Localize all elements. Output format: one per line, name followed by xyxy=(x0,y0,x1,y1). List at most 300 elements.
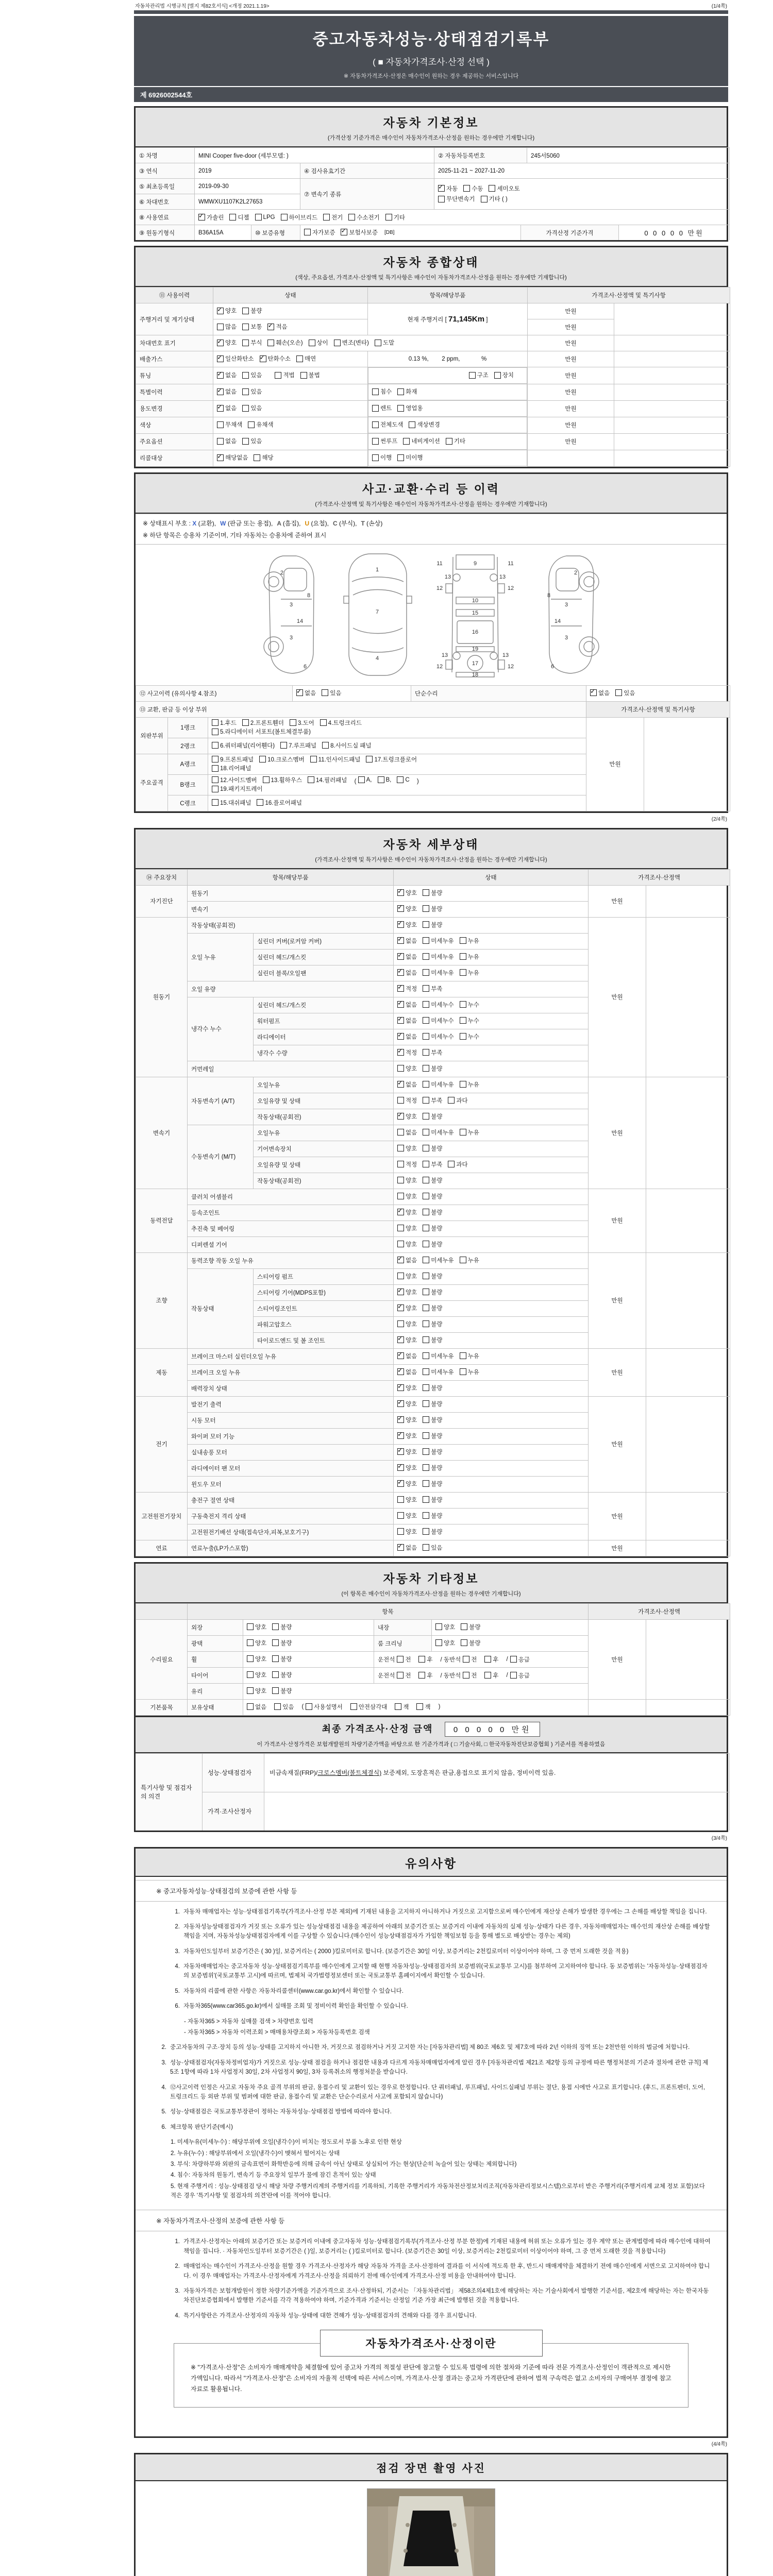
checkbox-option[interactable] xyxy=(322,689,341,697)
checkbox-unchecked[interactable] xyxy=(320,719,327,726)
checkbox-option[interactable] xyxy=(247,1655,266,1663)
checkbox-unchecked[interactable] xyxy=(397,1193,404,1199)
checkbox-unchecked[interactable] xyxy=(397,1129,404,1136)
checkbox-option[interactable] xyxy=(460,1001,479,1009)
checkbox-option[interactable] xyxy=(397,1001,417,1009)
checkbox-option[interactable] xyxy=(397,1160,417,1168)
checkbox-option[interactable] xyxy=(217,453,248,462)
checkbox-unchecked[interactable] xyxy=(280,742,287,749)
checkbox-unchecked[interactable] xyxy=(247,1703,254,1710)
checkbox-option[interactable] xyxy=(489,184,519,193)
checkbox-option[interactable] xyxy=(460,1032,479,1041)
checkbox-option[interactable] xyxy=(304,228,335,236)
checkbox-unchecked[interactable] xyxy=(463,1672,469,1679)
checkbox-checked[interactable] xyxy=(217,372,224,379)
checkbox-option[interactable] xyxy=(217,338,237,347)
checkbox-option[interactable] xyxy=(448,1096,467,1105)
checkbox-unchecked[interactable] xyxy=(397,1161,404,1167)
checkbox-unchecked[interactable] xyxy=(323,214,330,221)
checkbox-unchecked[interactable] xyxy=(423,1304,429,1311)
checkbox-option[interactable] xyxy=(323,213,343,222)
checkbox-checked[interactable] xyxy=(438,185,445,192)
checkbox-unchecked[interactable] xyxy=(372,388,379,395)
checkbox-unchecked[interactable] xyxy=(397,1320,404,1327)
checkbox-option[interactable] xyxy=(423,1128,453,1137)
checkbox-option[interactable] xyxy=(217,354,254,363)
checkbox-unchecked[interactable] xyxy=(489,185,495,192)
checkbox-unchecked[interactable] xyxy=(423,1257,429,1263)
checkbox-option[interactable] xyxy=(281,213,318,222)
checkbox-checked[interactable] xyxy=(397,1464,404,1471)
checkbox-unchecked[interactable] xyxy=(212,719,219,726)
checkbox-option[interactable] xyxy=(397,1528,417,1536)
checkbox-option[interactable] xyxy=(248,420,273,429)
checkbox-option[interactable] xyxy=(212,764,251,772)
checkbox-option[interactable] xyxy=(423,1032,453,1041)
checkbox-option[interactable] xyxy=(423,889,442,897)
checkbox-option[interactable] xyxy=(423,1144,442,1153)
checkbox-option[interactable] xyxy=(385,213,405,222)
checkbox-unchecked[interactable] xyxy=(397,776,404,783)
checkbox-option[interactable] xyxy=(403,437,440,445)
checkbox-option[interactable] xyxy=(397,1208,417,1216)
checkbox-unchecked[interactable] xyxy=(259,756,266,762)
checkbox-option[interactable] xyxy=(217,323,237,331)
checkbox-unchecked[interactable] xyxy=(484,1656,491,1663)
checkbox-option[interactable] xyxy=(423,1448,442,1456)
checkbox-unchecked[interactable] xyxy=(423,1241,429,1247)
checkbox-unchecked[interactable] xyxy=(494,372,501,379)
checkbox-option[interactable] xyxy=(423,1016,453,1025)
checkbox-option[interactable] xyxy=(254,453,273,462)
checkbox-unchecked[interactable] xyxy=(423,1320,429,1327)
checkbox-option[interactable] xyxy=(300,371,320,379)
checkbox-option[interactable] xyxy=(395,1703,409,1711)
checkbox-option[interactable] xyxy=(423,1272,442,1280)
checkbox-option[interactable] xyxy=(397,1048,417,1057)
checkbox-unchecked[interactable] xyxy=(300,372,307,379)
checkbox-option[interactable] xyxy=(423,1064,442,1073)
checkbox-option[interactable] xyxy=(247,1703,266,1711)
checkbox-option[interactable] xyxy=(247,1687,266,1695)
checkbox-checked[interactable] xyxy=(397,1209,404,1215)
checkbox-unchecked[interactable] xyxy=(423,1049,429,1056)
checkbox-option[interactable] xyxy=(272,1671,292,1679)
checkbox-option[interactable] xyxy=(372,453,392,462)
checkbox-option[interactable] xyxy=(423,953,453,961)
checkbox-option[interactable] xyxy=(341,228,378,236)
checkbox-option[interactable] xyxy=(510,1671,530,1680)
checkbox-checked[interactable] xyxy=(397,1304,404,1311)
checkbox-option[interactable] xyxy=(372,387,392,396)
checkbox-unchecked[interactable] xyxy=(272,1655,279,1662)
checkbox-unchecked[interactable] xyxy=(423,1528,429,1535)
checkbox-checked[interactable] xyxy=(397,969,404,976)
checkbox-unchecked[interactable] xyxy=(461,1639,467,1646)
checkbox-option[interactable] xyxy=(423,1048,442,1057)
checkbox-unchecked[interactable] xyxy=(217,438,224,445)
checkbox-option[interactable] xyxy=(460,937,479,945)
checkbox-unchecked[interactable] xyxy=(423,1352,429,1359)
checkbox-option[interactable] xyxy=(275,371,294,379)
checkbox-checked[interactable] xyxy=(397,985,404,992)
checkbox-checked[interactable] xyxy=(397,889,404,896)
checkbox-unchecked[interactable] xyxy=(423,1017,429,1024)
checkbox-checked[interactable] xyxy=(217,355,224,362)
checkbox-option[interactable] xyxy=(590,689,610,697)
checkbox-option[interactable] xyxy=(423,937,453,945)
checkbox-option[interactable] xyxy=(212,727,311,736)
checkbox-option[interactable] xyxy=(397,387,417,396)
checkbox-unchecked[interactable] xyxy=(290,719,296,726)
checkbox-option[interactable] xyxy=(397,1256,417,1264)
checkbox-option[interactable] xyxy=(460,953,479,961)
checkbox-unchecked[interactable] xyxy=(463,1656,469,1663)
checkbox-unchecked[interactable] xyxy=(247,1687,254,1694)
checkbox-option[interactable] xyxy=(375,338,394,347)
checkbox-unchecked[interactable] xyxy=(308,776,314,783)
checkbox-option[interactable] xyxy=(358,776,372,783)
checkbox-unchecked[interactable] xyxy=(395,1703,401,1710)
checkbox-option[interactable] xyxy=(242,387,262,396)
checkbox-option[interactable] xyxy=(397,1112,417,1121)
checkbox-unchecked[interactable] xyxy=(322,742,329,749)
checkbox-option[interactable] xyxy=(469,371,489,379)
checkbox-unchecked[interactable] xyxy=(212,765,219,772)
checkbox-option[interactable] xyxy=(242,719,284,727)
checkbox-checked[interactable] xyxy=(267,324,274,330)
checkbox-option[interactable] xyxy=(438,195,475,203)
checkbox-option[interactable] xyxy=(423,1368,453,1376)
checkbox-unchecked[interactable] xyxy=(423,1480,429,1487)
checkbox-option[interactable] xyxy=(397,1464,417,1472)
checkbox-unchecked[interactable] xyxy=(397,1241,404,1247)
checkbox-unchecked[interactable] xyxy=(275,372,281,379)
checkbox-option[interactable] xyxy=(418,1671,432,1680)
checkbox-unchecked[interactable] xyxy=(372,454,379,461)
checkbox-option[interactable] xyxy=(423,1336,442,1344)
checkbox-option[interactable] xyxy=(274,1703,294,1711)
checkbox-option[interactable] xyxy=(397,1496,417,1504)
checkbox-unchecked[interactable] xyxy=(397,388,404,395)
checkbox-option[interactable] xyxy=(348,213,379,222)
checkbox-unchecked[interactable] xyxy=(322,689,328,696)
checkbox-unchecked[interactable] xyxy=(212,799,219,806)
checkbox-checked[interactable] xyxy=(296,689,303,696)
checkbox-option[interactable] xyxy=(397,776,409,783)
checkbox-unchecked[interactable] xyxy=(460,969,466,976)
checkbox-option[interactable] xyxy=(217,371,237,379)
checkbox-option[interactable] xyxy=(423,969,453,977)
checkbox-unchecked[interactable] xyxy=(423,1496,429,1503)
checkbox-option[interactable] xyxy=(460,969,479,977)
checkbox-checked[interactable] xyxy=(217,340,224,346)
checkbox-checked[interactable] xyxy=(590,689,597,696)
checkbox-unchecked[interactable] xyxy=(272,1671,279,1678)
checkbox-option[interactable] xyxy=(212,741,275,750)
checkbox-unchecked[interactable] xyxy=(423,1400,429,1407)
checkbox-option[interactable] xyxy=(435,1623,455,1631)
checkbox-option[interactable] xyxy=(397,1176,417,1184)
checkbox-option[interactable] xyxy=(423,1176,442,1184)
checkbox-option[interactable] xyxy=(397,953,417,961)
checkbox-option[interactable] xyxy=(242,338,262,347)
checkbox-unchecked[interactable] xyxy=(423,1512,429,1519)
checkbox-option[interactable] xyxy=(229,213,249,222)
checkbox-checked[interactable] xyxy=(217,454,224,461)
checkbox-unchecked[interactable] xyxy=(423,1209,429,1215)
checkbox-option[interactable] xyxy=(423,1080,453,1089)
checkbox-option[interactable] xyxy=(350,1703,388,1711)
checkbox-option[interactable] xyxy=(423,905,442,913)
checkbox-unchecked[interactable] xyxy=(397,1672,404,1679)
checkbox-option[interactable] xyxy=(267,338,303,347)
checkbox-option[interactable] xyxy=(423,1096,442,1105)
checkbox-unchecked[interactable] xyxy=(460,1033,466,1040)
checkbox-option[interactable] xyxy=(242,437,262,445)
checkbox-unchecked[interactable] xyxy=(423,1336,429,1343)
checkbox-option[interactable] xyxy=(255,214,275,221)
checkbox-option[interactable] xyxy=(397,1032,417,1041)
checkbox-option[interactable] xyxy=(397,1480,417,1488)
checkbox-unchecked[interactable] xyxy=(247,1655,254,1662)
checkbox-unchecked[interactable] xyxy=(481,196,488,202)
checkbox-unchecked[interactable] xyxy=(446,438,452,445)
checkbox-option[interactable] xyxy=(448,1160,467,1168)
checkbox-unchecked[interactable] xyxy=(397,1512,404,1519)
checkbox-option[interactable] xyxy=(296,354,316,363)
checkbox-option[interactable] xyxy=(423,1528,442,1536)
checkbox-option[interactable] xyxy=(397,1544,417,1552)
checkbox-checked[interactable] xyxy=(397,1432,404,1439)
checkbox-unchecked[interactable] xyxy=(304,229,311,235)
checkbox-option[interactable] xyxy=(397,969,417,977)
checkbox-unchecked[interactable] xyxy=(448,1161,455,1167)
checkbox-option[interactable] xyxy=(397,1352,417,1360)
checkbox-option[interactable] xyxy=(423,1464,442,1472)
checkbox-option[interactable] xyxy=(418,1655,432,1664)
checkbox-checked[interactable] xyxy=(397,1017,404,1024)
checkbox-unchecked[interactable] xyxy=(423,1464,429,1471)
checkbox-option[interactable] xyxy=(267,323,287,331)
checkbox-unchecked[interactable] xyxy=(460,1017,466,1024)
checkbox-option[interactable] xyxy=(372,437,397,445)
checkbox-option[interactable] xyxy=(322,741,371,750)
checkbox-checked[interactable] xyxy=(397,1033,404,1040)
checkbox-option[interactable] xyxy=(423,1256,453,1264)
checkbox-unchecked[interactable] xyxy=(510,1656,517,1663)
checkbox-checked[interactable] xyxy=(397,1113,404,1120)
checkbox-option[interactable] xyxy=(212,799,251,807)
checkbox-unchecked[interactable] xyxy=(460,1081,466,1088)
checkbox-unchecked[interactable] xyxy=(372,405,379,412)
checkbox-unchecked[interactable] xyxy=(247,1623,254,1630)
checkbox-option[interactable] xyxy=(423,1512,442,1520)
checkbox-unchecked[interactable] xyxy=(397,1097,404,1104)
checkbox-unchecked[interactable] xyxy=(423,1416,429,1423)
checkbox-option[interactable] xyxy=(423,1480,442,1488)
checkbox-checked[interactable] xyxy=(397,1049,404,1056)
checkbox-option[interactable] xyxy=(463,1671,477,1680)
checkbox-unchecked[interactable] xyxy=(334,340,341,346)
checkbox-option[interactable] xyxy=(306,1703,343,1711)
checkbox-checked[interactable] xyxy=(217,308,224,314)
checkbox-checked[interactable] xyxy=(397,953,404,960)
checkbox-unchecked[interactable] xyxy=(255,214,262,221)
checkbox-option[interactable] xyxy=(423,1304,442,1312)
checkbox-option[interactable] xyxy=(423,1288,442,1296)
checkbox-unchecked[interactable] xyxy=(423,1081,429,1088)
checkbox-checked[interactable] xyxy=(397,1400,404,1407)
checkbox-option[interactable] xyxy=(423,1208,442,1216)
checkbox-checked[interactable] xyxy=(397,1257,404,1263)
checkbox-option[interactable] xyxy=(481,195,508,203)
checkbox-unchecked[interactable] xyxy=(267,340,274,346)
checkbox-unchecked[interactable] xyxy=(423,937,429,944)
checkbox-option[interactable] xyxy=(397,1064,417,1073)
checkbox-option[interactable] xyxy=(212,776,257,784)
checkbox-option[interactable] xyxy=(366,755,417,764)
checkbox-option[interactable] xyxy=(397,1192,417,1200)
checkbox-unchecked[interactable] xyxy=(423,1432,429,1439)
checkbox-unchecked[interactable] xyxy=(423,1289,429,1295)
checkbox-checked[interactable] xyxy=(397,905,404,912)
checkbox-unchecked[interactable] xyxy=(423,1113,429,1120)
checkbox-option[interactable] xyxy=(378,776,392,783)
checkbox-option[interactable] xyxy=(397,921,417,929)
checkbox-unchecked[interactable] xyxy=(416,1703,423,1710)
checkbox-unchecked[interactable] xyxy=(242,372,249,379)
checkbox-unchecked[interactable] xyxy=(378,776,384,783)
checkbox-unchecked[interactable] xyxy=(460,1129,466,1136)
checkbox-unchecked[interactable] xyxy=(423,1033,429,1040)
checkbox-option[interactable] xyxy=(423,1112,442,1121)
checkbox-unchecked[interactable] xyxy=(397,1528,404,1535)
checkbox-unchecked[interactable] xyxy=(423,1065,429,1072)
checkbox-option[interactable] xyxy=(397,1671,411,1680)
checkbox-unchecked[interactable] xyxy=(463,185,470,192)
checkbox-unchecked[interactable] xyxy=(385,214,392,221)
checkbox-checked[interactable] xyxy=(341,229,347,235)
checkbox-option[interactable] xyxy=(484,1671,498,1680)
checkbox-option[interactable] xyxy=(242,323,262,331)
checkbox-unchecked[interactable] xyxy=(350,1703,357,1710)
checkbox-unchecked[interactable] xyxy=(397,1273,404,1279)
checkbox-option[interactable] xyxy=(423,985,442,993)
checkbox-checked[interactable] xyxy=(397,937,404,944)
checkbox-checked[interactable] xyxy=(397,1480,404,1487)
checkbox-unchecked[interactable] xyxy=(423,889,429,896)
checkbox-option[interactable] xyxy=(397,1080,417,1089)
checkbox-unchecked[interactable] xyxy=(242,340,249,346)
checkbox-option[interactable] xyxy=(217,307,237,315)
checkbox-unchecked[interactable] xyxy=(435,1623,442,1630)
checkbox-unchecked[interactable] xyxy=(242,438,249,445)
checkbox-option[interactable] xyxy=(423,1400,442,1408)
checkbox-unchecked[interactable] xyxy=(460,1001,466,1008)
checkbox-option[interactable] xyxy=(334,338,369,347)
checkbox-unchecked[interactable] xyxy=(461,1623,467,1630)
checkbox-option[interactable] xyxy=(423,1544,442,1552)
checkbox-option[interactable] xyxy=(463,184,483,193)
checkbox-option[interactable] xyxy=(217,437,237,445)
checkbox-unchecked[interactable] xyxy=(372,421,379,428)
checkbox-unchecked[interactable] xyxy=(272,1687,279,1694)
checkbox-unchecked[interactable] xyxy=(309,340,315,346)
checkbox-unchecked[interactable] xyxy=(423,953,429,960)
checkbox-option[interactable] xyxy=(460,1080,479,1089)
checkbox-unchecked[interactable] xyxy=(366,756,373,762)
checkbox-option[interactable] xyxy=(423,1240,442,1248)
checkbox-option[interactable] xyxy=(212,755,254,764)
checkbox-unchecked[interactable] xyxy=(423,969,429,976)
checkbox-unchecked[interactable] xyxy=(423,1368,429,1375)
checkbox-option[interactable] xyxy=(372,420,403,429)
checkbox-option[interactable] xyxy=(423,1416,442,1424)
checkbox-option[interactable] xyxy=(423,1192,442,1200)
checkbox-option[interactable] xyxy=(397,1655,411,1664)
checkbox-unchecked[interactable] xyxy=(423,1448,429,1455)
checkbox-unchecked[interactable] xyxy=(438,196,445,202)
checkbox-option[interactable] xyxy=(259,755,305,764)
checkbox-checked[interactable] xyxy=(397,1001,404,1008)
checkbox-checked[interactable] xyxy=(397,1368,404,1375)
checkbox-option[interactable] xyxy=(397,1016,417,1025)
checkbox-unchecked[interactable] xyxy=(242,388,249,395)
checkbox-option[interactable] xyxy=(309,338,328,347)
checkbox-option[interactable] xyxy=(320,719,362,727)
checkbox-option[interactable] xyxy=(423,1224,442,1232)
checkbox-unchecked[interactable] xyxy=(397,1656,404,1663)
checkbox-option[interactable] xyxy=(397,1320,417,1328)
checkbox-unchecked[interactable] xyxy=(418,1656,425,1663)
checkbox-unchecked[interactable] xyxy=(296,355,303,362)
checkbox-option[interactable] xyxy=(423,1432,442,1440)
checkbox-option[interactable] xyxy=(460,1352,479,1360)
checkbox-option[interactable] xyxy=(260,354,291,363)
checkbox-option[interactable] xyxy=(397,889,417,897)
checkbox-option[interactable] xyxy=(247,1639,266,1647)
checkbox-option[interactable] xyxy=(397,1096,417,1105)
checkbox-option[interactable] xyxy=(272,1687,292,1695)
checkbox-option[interactable] xyxy=(272,1655,292,1663)
checkbox-option[interactable] xyxy=(242,404,262,412)
checkbox-option[interactable] xyxy=(397,1240,417,1248)
checkbox-unchecked[interactable] xyxy=(423,1001,429,1008)
checkbox-option[interactable] xyxy=(397,1400,417,1408)
checkbox-unchecked[interactable] xyxy=(397,1145,404,1151)
checkbox-option[interactable] xyxy=(416,1703,430,1711)
checkbox-checked[interactable] xyxy=(397,921,404,928)
checkbox-unchecked[interactable] xyxy=(423,1177,429,1183)
checkbox-unchecked[interactable] xyxy=(397,454,404,461)
checkbox-option[interactable] xyxy=(397,1368,417,1376)
checkbox-unchecked[interactable] xyxy=(423,1097,429,1104)
checkbox-checked[interactable] xyxy=(260,355,266,362)
checkbox-unchecked[interactable] xyxy=(397,1177,404,1183)
checkbox-option[interactable] xyxy=(397,1512,417,1520)
checkbox-unchecked[interactable] xyxy=(272,1623,279,1630)
checkbox-unchecked[interactable] xyxy=(281,214,288,221)
checkbox-unchecked[interactable] xyxy=(460,1257,466,1263)
checkbox-option[interactable] xyxy=(397,1448,417,1456)
checkbox-unchecked[interactable] xyxy=(242,324,249,330)
checkbox-unchecked[interactable] xyxy=(242,405,249,412)
checkbox-option[interactable] xyxy=(397,905,417,913)
checkbox-unchecked[interactable] xyxy=(423,1384,429,1391)
checkbox-option[interactable] xyxy=(397,1336,417,1344)
checkbox-option[interactable] xyxy=(510,1655,530,1664)
